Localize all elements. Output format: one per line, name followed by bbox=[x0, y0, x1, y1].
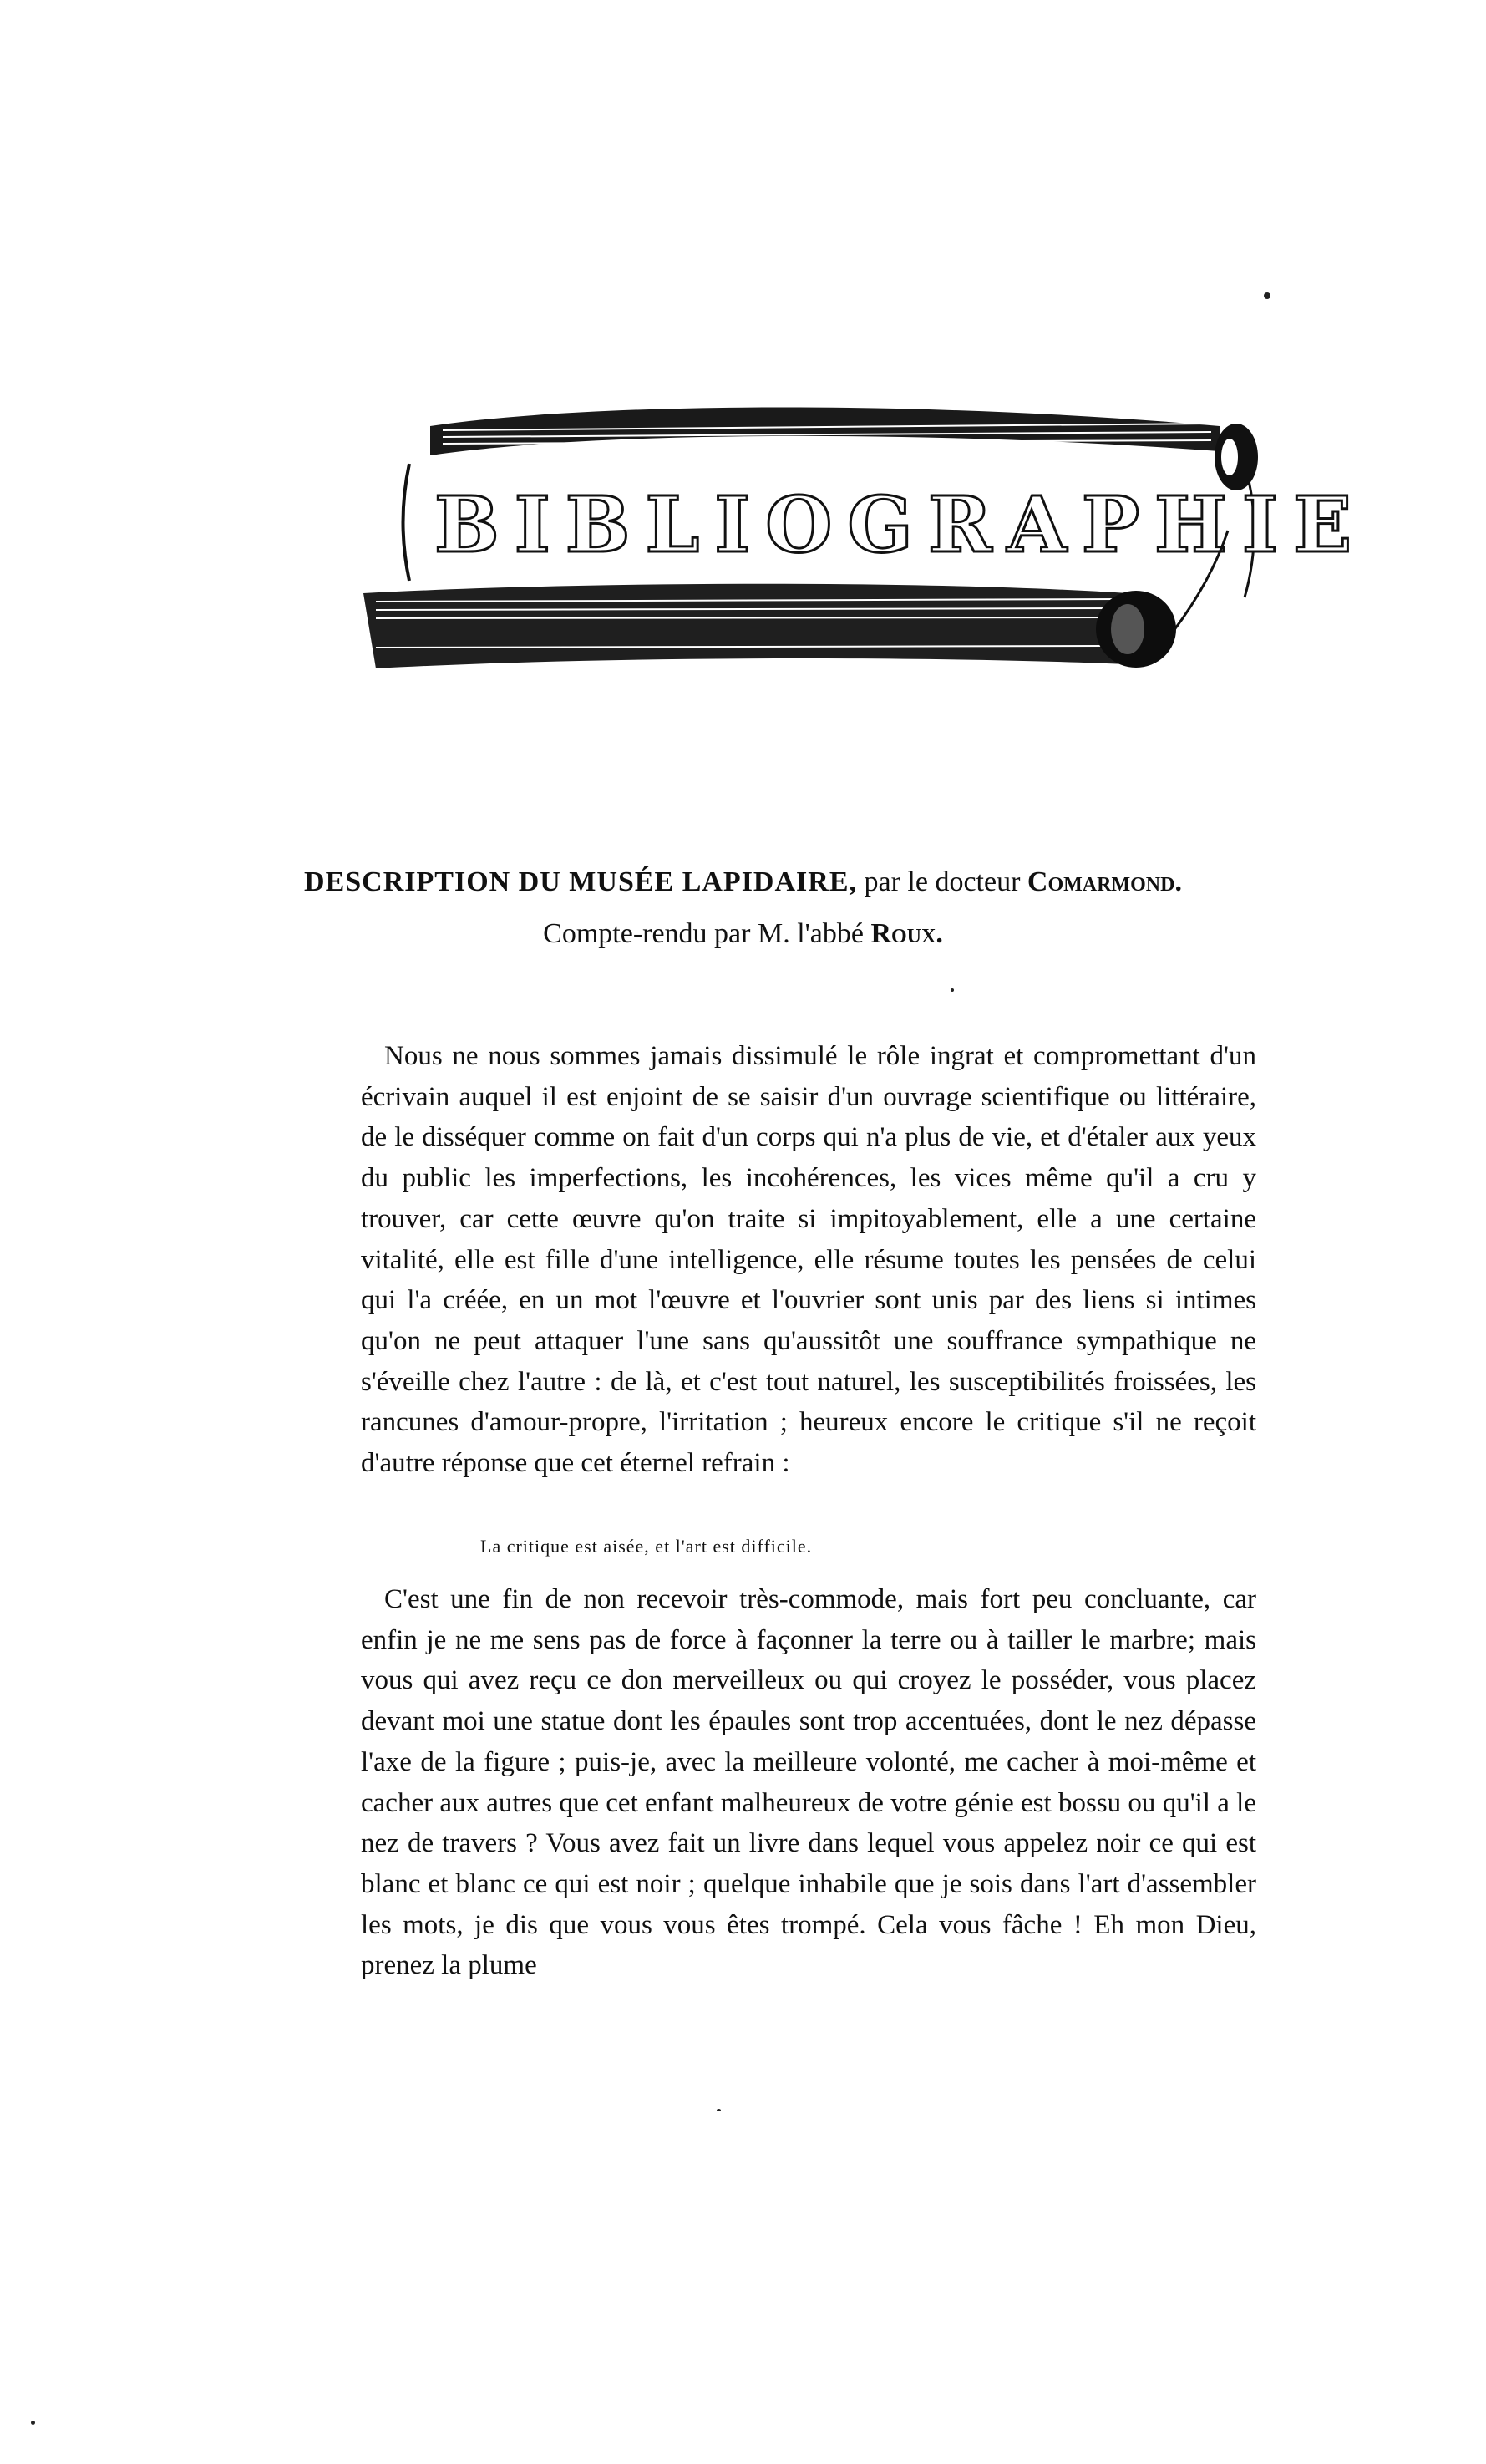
article-title: DESCRIPTION DU MUSÉE LAPIDAIRE, bbox=[304, 866, 858, 897]
bibliographie-banner bbox=[351, 380, 1367, 739]
article-author: Comarmond. bbox=[1027, 866, 1182, 897]
article-heading-line2 bbox=[0, 910, 1486, 958]
scan-speck bbox=[717, 2109, 721, 2111]
paragraph-1-text: Nous ne nous sommes jamais dissimulé le rôle ingrat et compromettant d'un écrivain auquel il est enjoint de se saisir d'un ouvrage scientifique ou littéraire, de le disséquer comme on fait d'un corps qui n'a plus de vie, et d'étaler aux yeux du public les imperfections, les incohérences, les vices même qu'il a cru y trouver, car cette œuvre qu'on traite si impitoyablement, elle a une certaine vitalité, elle est fille d'une intelligence, elle résume toutes les pensées de celui qui l'a créée, en un mot l'œuvre et l'ouvrier sont unis par des liens si intimes qu'on ne peut attaquer l'une sans qu'aussitôt une souffrance sympathique ne s'éveille chez l'autre : de là, et c'est tout naturel, les susceptibilités froissées, les rancunes d'amour-propre, l'irritation ; heureux encore le critique s'il ne reçoit d'autre réponse que cet éternel refrain : bbox=[361, 1041, 1256, 1479]
scan-speck bbox=[1264, 292, 1270, 299]
scan-speck bbox=[951, 988, 954, 992]
article-heading-line1 bbox=[0, 858, 1486, 907]
banner-title: BIBLIOGRAPHIE bbox=[434, 480, 1367, 570]
reviewer-name: Roux. bbox=[870, 918, 943, 949]
paragraph-1 bbox=[361, 1036, 1256, 1484]
scan-speck bbox=[31, 2421, 35, 2425]
article-title-by: par le docteur bbox=[857, 866, 1027, 897]
review-credit: Compte-rendu par M. l'abbé bbox=[543, 918, 871, 949]
paragraph-2-text: C'est une fin de non recevoir très-commode, mais fort peu concluante, car enfin je ne me sens pas de force à façonner la terre ou à tailler le marbre; mais vous qui avez reçu ce don merveilleux ou qui croyez le posséder, vous placez devant moi une statue dont les épaules sont trop accentuées, dont le nez dépasse l'axe de la figure ; puis-je, avec la meilleure volonté, me cacher à moi-même et cacher aux autres que cet enfant malheureux de votre génie est bossu ou qu'il a le nez de travers ? Vous avez fait un livre dans lequel vous appelez noir ce qui est blanc et blanc ce qui est noir ; quelque inhabile que je sois dans l'art d'assembler les mots, je dis que vous vous êtes trompé. Cela vous fâche ! Eh mon Dieu, prenez la plume bbox=[361, 1584, 1256, 1981]
quotation: La critique est aisée, et l'art est difficile. bbox=[480, 1536, 813, 1557]
paragraph-2 bbox=[361, 1579, 1256, 1986]
